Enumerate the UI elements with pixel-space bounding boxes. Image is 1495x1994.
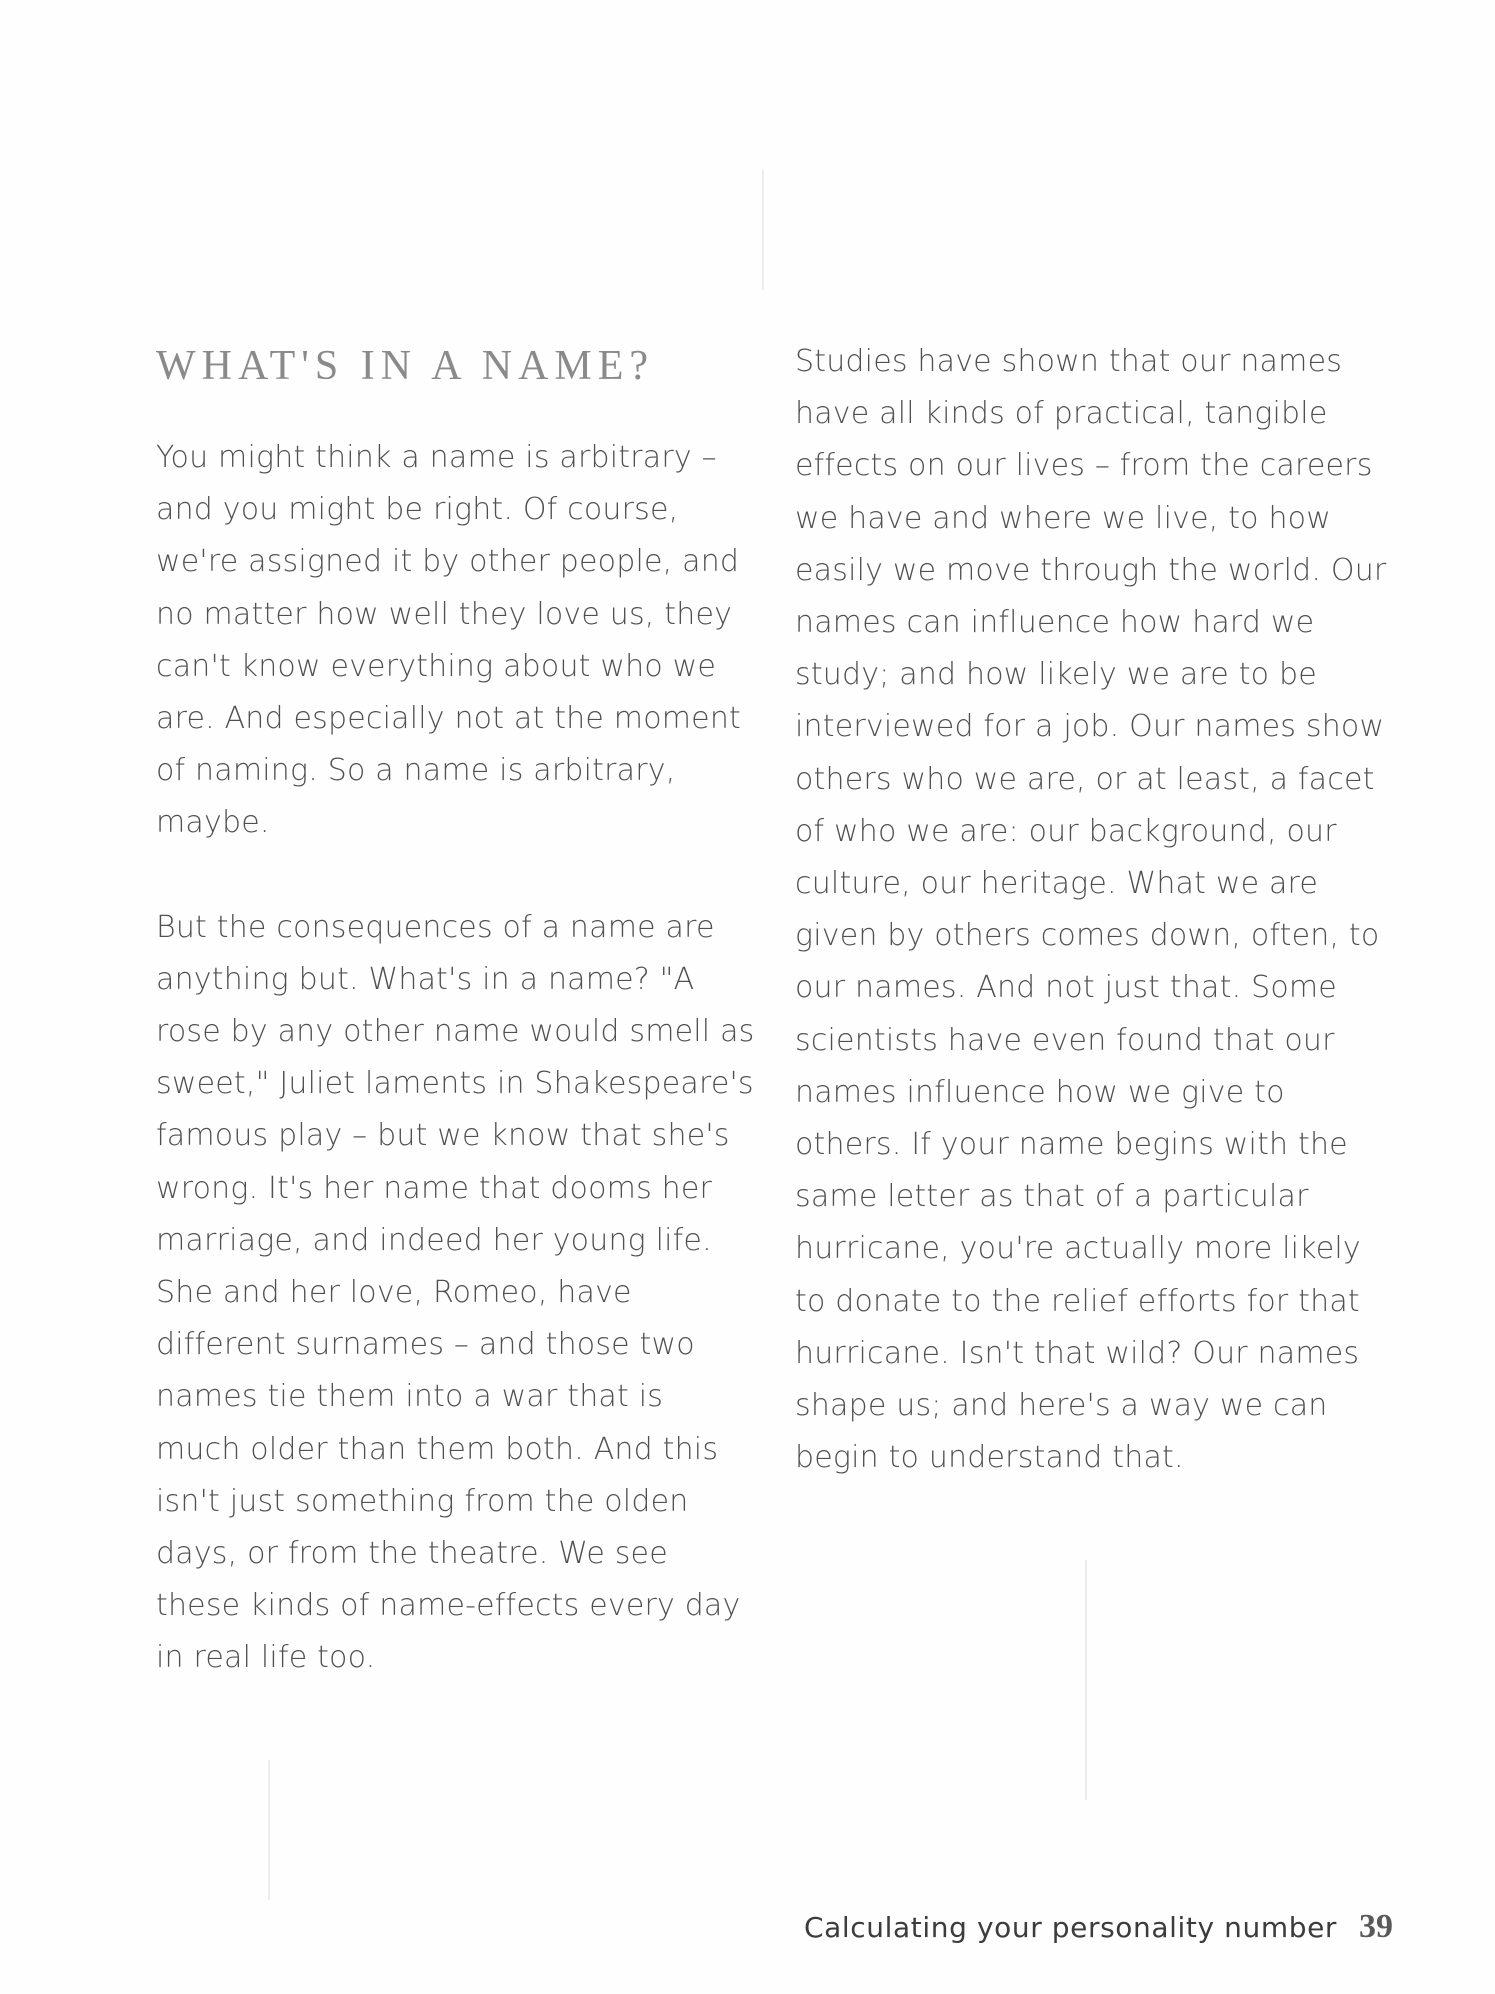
paragraph: Studies have shown that our names have all kinds of practical, tangible effects on our lives – from the careers we have and where we live, to how easily we move through the world. Our names can influence how hard we study; and how likely we are to be interviewed for a job. Our names show others who we are, or at least, a facet of who we are: our background, our culture, our heritage. What we are given by others comes down, often, to our names. And not just that. Some scientists have even found that our names influence how we give to others. If your name begins with the same letter as that of a particular hurricane, you're actually more likely to donate to the relief efforts for that hurricane. Isn't that wild? Our names shape us; and here's a way we can begin to understand that. xyxy=(795,344,1387,1476)
paragraph: But the consequences of a name are anything but. What's in a name? "A rose by any other name would smell as sweet," Juliet laments in Shakespeare's famous play – but we know that she's wrong. It's her name that dooms her marriage, and indeed her young life. She and her love, Romeo, have different surnames – and those two names tie them into a war that is much older than them both. And this isn't just something from the olden days, or from the theatre. We see these kinds of name-effects every day in real life too. xyxy=(156,909,755,1676)
page-number: 39 xyxy=(1359,1908,1394,1945)
section-heading: WHAT'S IN A NAME? xyxy=(156,343,655,389)
right-column xyxy=(795,336,1395,1536)
page-footer xyxy=(804,1908,1393,1946)
scan-mark xyxy=(762,170,764,290)
paragraph: You might think a name is arbitrary – and you might be right. Of course, we're assigned it by other people, and no matter how well they love us, they can't know everything about who we are. And especially not at the moment of naming. So a name is arbitrary, maybe. xyxy=(156,440,742,841)
scan-mark xyxy=(1085,1560,1087,1800)
left-column xyxy=(156,340,756,1737)
scan-mark xyxy=(268,1760,270,1900)
running-footer-title: Calculating your personality number xyxy=(804,1911,1338,1944)
